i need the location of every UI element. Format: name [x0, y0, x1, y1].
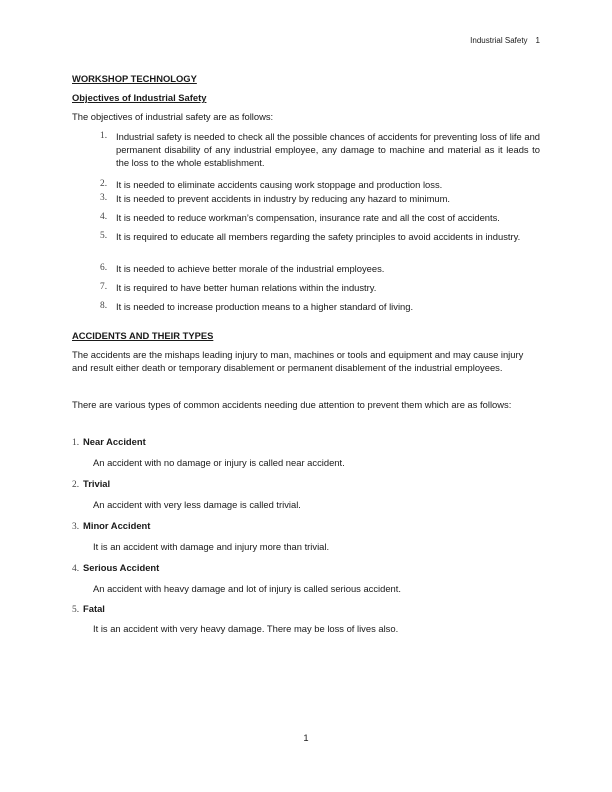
- objectives-intro: The objectives of industrial safety are as follows:: [72, 111, 274, 122]
- accident-type-description: An accident with no damage or injury is called near accident.: [93, 457, 345, 468]
- accident-type-heading: [72, 520, 150, 532]
- accident-type-description: An accident with very less damage is called trivial.: [93, 499, 301, 510]
- list-number: 4.: [100, 212, 108, 222]
- accident-type-heading: [72, 478, 110, 490]
- page-number: 1: [303, 732, 309, 743]
- objective-item: [100, 300, 540, 313]
- type-title: Fatal: [83, 603, 105, 614]
- list-number: 5.: [100, 231, 108, 241]
- list-text: It is needed to increase production means to a higher standard of living.: [116, 301, 414, 312]
- list-number: 3.: [72, 522, 80, 532]
- objective-item: [100, 211, 540, 224]
- accident-type-heading: [72, 436, 146, 448]
- objective-item: [100, 281, 540, 294]
- accidents-paragraph: The accidents are the mishaps leading injury to man, machines or tools and equipment and may cause injury and result either death or temporary disablement or permanent disablement of the industrial employees.: [72, 349, 524, 373]
- list-number: 8.: [100, 301, 108, 311]
- list-number: 6.: [100, 263, 108, 273]
- accident-type-heading: [72, 562, 159, 574]
- types-intro-paragraph: There are various types of common accidents needing due attention to prevent them which are as follows:: [72, 399, 512, 410]
- list-text: It is required to educate all members regarding the safety principles to avoid accidents in industry.: [116, 231, 521, 242]
- objective-item: [100, 192, 540, 205]
- accident-type-description: It is an accident with damage and injury more than trivial.: [93, 541, 330, 552]
- list-number: 7.: [100, 282, 108, 292]
- type-title: Minor Accident: [83, 520, 151, 531]
- type-title: Serious Accident: [83, 562, 160, 573]
- list-number: 1.: [72, 438, 80, 448]
- accident-type-heading: [72, 603, 105, 615]
- list-text: It is needed to prevent accidents in industry by reducing any hazard to minimum.: [116, 193, 451, 204]
- list-number: 2.: [100, 179, 108, 189]
- accident-type-description: An accident with heavy damage and lot of injury is called serious accident.: [93, 583, 401, 594]
- list-text: It is needed to achieve better morale of the industrial employees.: [116, 263, 385, 274]
- section-heading-objectives: Objectives of Industrial Safety: [72, 92, 207, 103]
- objective-item: [100, 262, 540, 275]
- list-number: 5.: [72, 605, 80, 615]
- list-number: 2.: [72, 480, 80, 490]
- list-number: 1.: [100, 131, 108, 141]
- list-number: 4.: [72, 564, 80, 574]
- type-title: Near Accident: [83, 436, 146, 447]
- list-text: It is needed to eliminate accidents causing work stoppage and production loss.: [116, 179, 443, 190]
- section-heading-accidents: ACCIDENTS AND THEIR TYPES: [72, 330, 214, 341]
- type-title: Trivial: [83, 478, 111, 489]
- objective-item: [100, 178, 540, 191]
- header-page-number: 1: [535, 36, 540, 45]
- objective-item: [100, 130, 540, 169]
- running-header: [470, 36, 540, 45]
- list-text: It is needed to reduce workman’s compensation, insurance rate and all the cost of accidents.: [116, 212, 500, 223]
- objective-item: [100, 230, 540, 243]
- list-number: 3.: [100, 193, 108, 203]
- accident-type-description: It is an accident with very heavy damage. There may be loss of lives also.: [93, 623, 399, 634]
- document-title: WORKSHOP TECHNOLOGY: [72, 73, 197, 84]
- list-text: Industrial safety is needed to check all the possible chances of accidents for preventing loss of life and permanent disability of any industrial employee, any damage to machine and material as it leads to the loss to the whole establishment.: [116, 131, 540, 168]
- list-text: It is required to have better human relations within the industry.: [116, 282, 377, 293]
- header-title: Industrial Safety: [470, 36, 528, 45]
